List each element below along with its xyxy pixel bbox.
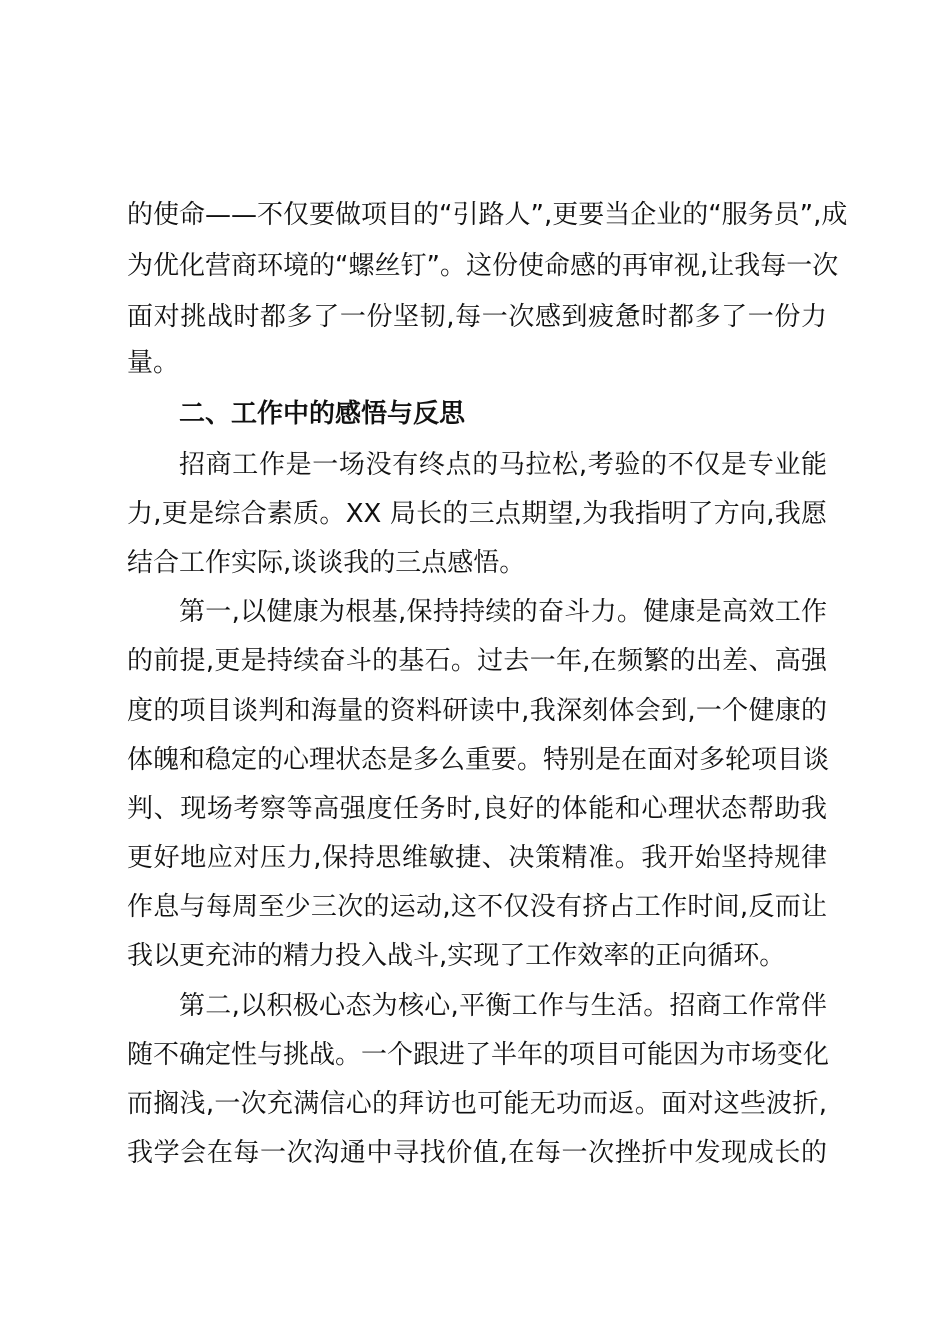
text-line: 面对挑战时都多了一份坚韧,每一次感到疲惫时都多了一份力	[127, 302, 827, 332]
text-line: 随不确定性与挑战。一个跟进了半年的项目可能因为市场变化	[127, 1040, 830, 1070]
text-line: 而搁浅,一次充满信心的拜访也可能无功而返。面对这些波折,	[127, 1089, 827, 1119]
text-line: 第二,以积极心态为核心,平衡工作与生活。招商工作常伴	[179, 991, 827, 1021]
text-line: 招商工作是一场没有终点的马拉松,考验的不仅是专业能	[179, 450, 827, 480]
text-line: 的前提,更是持续奋斗的基石。过去一年,在频繁的出差、高强	[127, 646, 827, 676]
section-heading: 二、工作中的感悟与反思	[179, 399, 466, 429]
text-line: 力,更是综合素质。XX 局长的三点期望,为我指明了方向,我愿	[127, 499, 827, 529]
text-line: 我以更充沛的精力投入战斗,实现了工作效率的正向循环。	[127, 941, 786, 971]
text-line: 的使命——不仅要做项目的“引路人”,更要当企业的“服务员”,成	[127, 200, 848, 230]
text-line: 体魄和稳定的心理状态是多么重要。特别是在面对多轮项目谈	[127, 745, 830, 775]
text-line: 更好地应对压力,保持思维敏捷、决策精准。我开始坚持规律	[127, 843, 827, 873]
text-line: 为优化营商环境的“螺丝钉”。这份使命感的再审视,让我每一次	[127, 251, 839, 281]
text-line: 作息与每周至少三次的运动,这不仅没有挤占工作时间,反而让	[127, 892, 827, 922]
text-line: 第一,以健康为根基,保持持续的奋斗力。健康是高效工作	[179, 597, 827, 627]
text-line: 我学会在每一次沟通中寻找价值,在每一次挫折中发现成长的	[127, 1138, 827, 1168]
text-line: 判、现场考察等高强度任务时,良好的体能和心理状态帮助我	[127, 794, 827, 824]
text-line: 量。	[127, 348, 180, 378]
text-line: 结合工作实际,谈谈我的三点感悟。	[127, 548, 526, 578]
text-line: 度的项目谈判和海量的资料研读中,我深刻体会到,一个健康的	[127, 696, 827, 726]
